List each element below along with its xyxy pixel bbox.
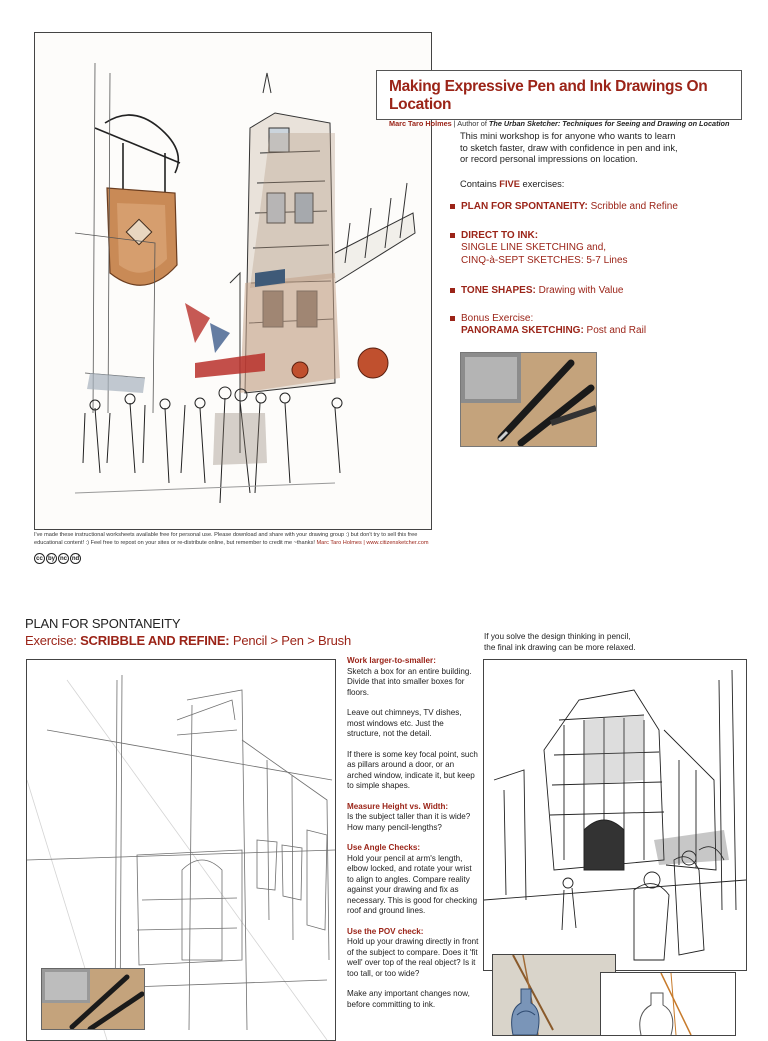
intro-line: or record personal impressions on location. (460, 154, 638, 164)
exercise-subtitle: SINGLE LINE SKETCHING and, (461, 242, 607, 254)
contains-line (460, 179, 564, 189)
license-note-line: I've made these instructional worksheets available free for personal use. Please download and share with your drawing group :) but don't try to sell this free (34, 532, 418, 538)
tip-text: Make any important changes now, before committing to ink. (347, 989, 470, 1009)
tip-text: Hold up your drawing directly in front of the subject to compare. Does it 'fit well' over top of the real object? Is it too tall, or too wide? (347, 937, 479, 978)
exercise-name: PLAN FOR SPONTANEITY: (461, 201, 588, 212)
intro-line: to sketch faster, draw with confidence in pen and ink, (460, 142, 678, 153)
exercise-name: DIRECT TO INK: (461, 230, 539, 241)
exercise-subtitle: Drawing with Value (535, 285, 624, 296)
right-caption (484, 632, 744, 653)
tip-heading: Work larger-to-smaller: (347, 656, 436, 665)
bullet-square-icon (450, 288, 455, 293)
nc-icon: nc (58, 553, 69, 564)
cc-icon: cc (34, 553, 45, 564)
tip-item (347, 927, 479, 980)
ink-sketch (483, 659, 747, 971)
bonus-label: Bonus Exercise: (461, 313, 534, 324)
bullet-square-icon (450, 316, 455, 321)
license-note (34, 531, 434, 547)
tip-heading: Use the POV check: (347, 926, 424, 936)
caption-line: the final ink drawing can be more relaxed. (484, 642, 636, 652)
exercise-title (25, 633, 351, 648)
tips-column (347, 656, 479, 1020)
tip-text: Leave out chimneys, TV dishes, most windows etc. Just the structure, not the detail. (347, 708, 462, 738)
tip-text: If there is some key focal point, such as pillars around a door, or an arched window, indicate it, but keep to simple shapes. (347, 749, 478, 790)
by-icon: by (46, 553, 57, 564)
tip-item (347, 802, 479, 834)
tip-item (347, 708, 479, 740)
caption-line: If you solve the design thinking in pencil, (484, 632, 631, 641)
exercise-name: TONE SHAPES: (461, 285, 536, 296)
book-title: The Urban Sketcher: Techniques for Seeing and Drawing on Location (488, 119, 730, 128)
exercise-subtitle: Scribble and Refine (587, 201, 678, 212)
license-note-line: educational content! :) Feel free to repost on your sites or re-distribute online, but remember to credit me ~thanks! (34, 540, 315, 546)
document-title: Making Expressive Pen and Ink Drawings On Location (389, 78, 708, 113)
tip-heading: Measure Height vs. Width: (347, 801, 449, 811)
contains-prefix: Contains (460, 179, 500, 189)
contains-count: FIVE (499, 179, 520, 189)
tip-text: Hold your pencil at arm's length, elbow locked, and rotate your wrist to align to angles. Compare reality against your drawing and fix as necessary. This is good for checking roof and ground lines. (347, 853, 478, 915)
bullet-square-icon (450, 233, 455, 238)
pen-photo (460, 352, 597, 447)
exercise-item (450, 230, 628, 267)
title-box (376, 70, 742, 128)
tip-item (347, 750, 479, 792)
author-name: Marc Taro Holmes (389, 119, 452, 128)
exercise-subtitle: CINQ-à-SEPT SKETCHES: 5-7 Lines (461, 254, 628, 266)
tip-heading: Use Angle Checks: (347, 843, 421, 852)
author-separator: | Author of (451, 119, 489, 128)
contains-suffix: exercises: (519, 179, 565, 189)
exercise-title-prefix: Exercise: (25, 633, 81, 648)
section-title: PLAN FOR SPONTANEITY (25, 616, 181, 631)
hero-illustration (34, 32, 432, 530)
author-line (389, 119, 731, 128)
tip-item (347, 843, 479, 917)
intro-line: This mini workshop is for anyone who wants to learn (460, 131, 676, 141)
exercise-subtitle: Post and Rail (583, 325, 647, 337)
pencils-photo (41, 968, 145, 1030)
creative-commons-badges (34, 553, 81, 565)
exercise-item (450, 201, 678, 213)
exercise-title-name: SCRIBBLE AND REFINE: (80, 633, 230, 648)
vase-sketch (600, 972, 736, 1036)
nd-icon: nd (70, 553, 81, 564)
tip-text: Sketch a box for an entire building. Divide that into smaller boxes for floors. (347, 666, 472, 697)
exercise-item (450, 313, 646, 338)
exercise-name: PANORAMA SKETCHING: (461, 325, 584, 337)
tip-text: Is the subject taller than it is wide? How many pencil-lengths? (347, 812, 471, 832)
exercise-title-rest: Pencil > Pen > Brush (229, 633, 351, 648)
credit-link[interactable]: Marc Taro Holmes | www.citizensketcher.com (316, 540, 429, 546)
tip-item (347, 989, 479, 1010)
exercise-item (450, 285, 623, 297)
bullet-square-icon (450, 204, 455, 209)
intro-paragraph (460, 131, 700, 166)
tip-item (347, 656, 479, 698)
